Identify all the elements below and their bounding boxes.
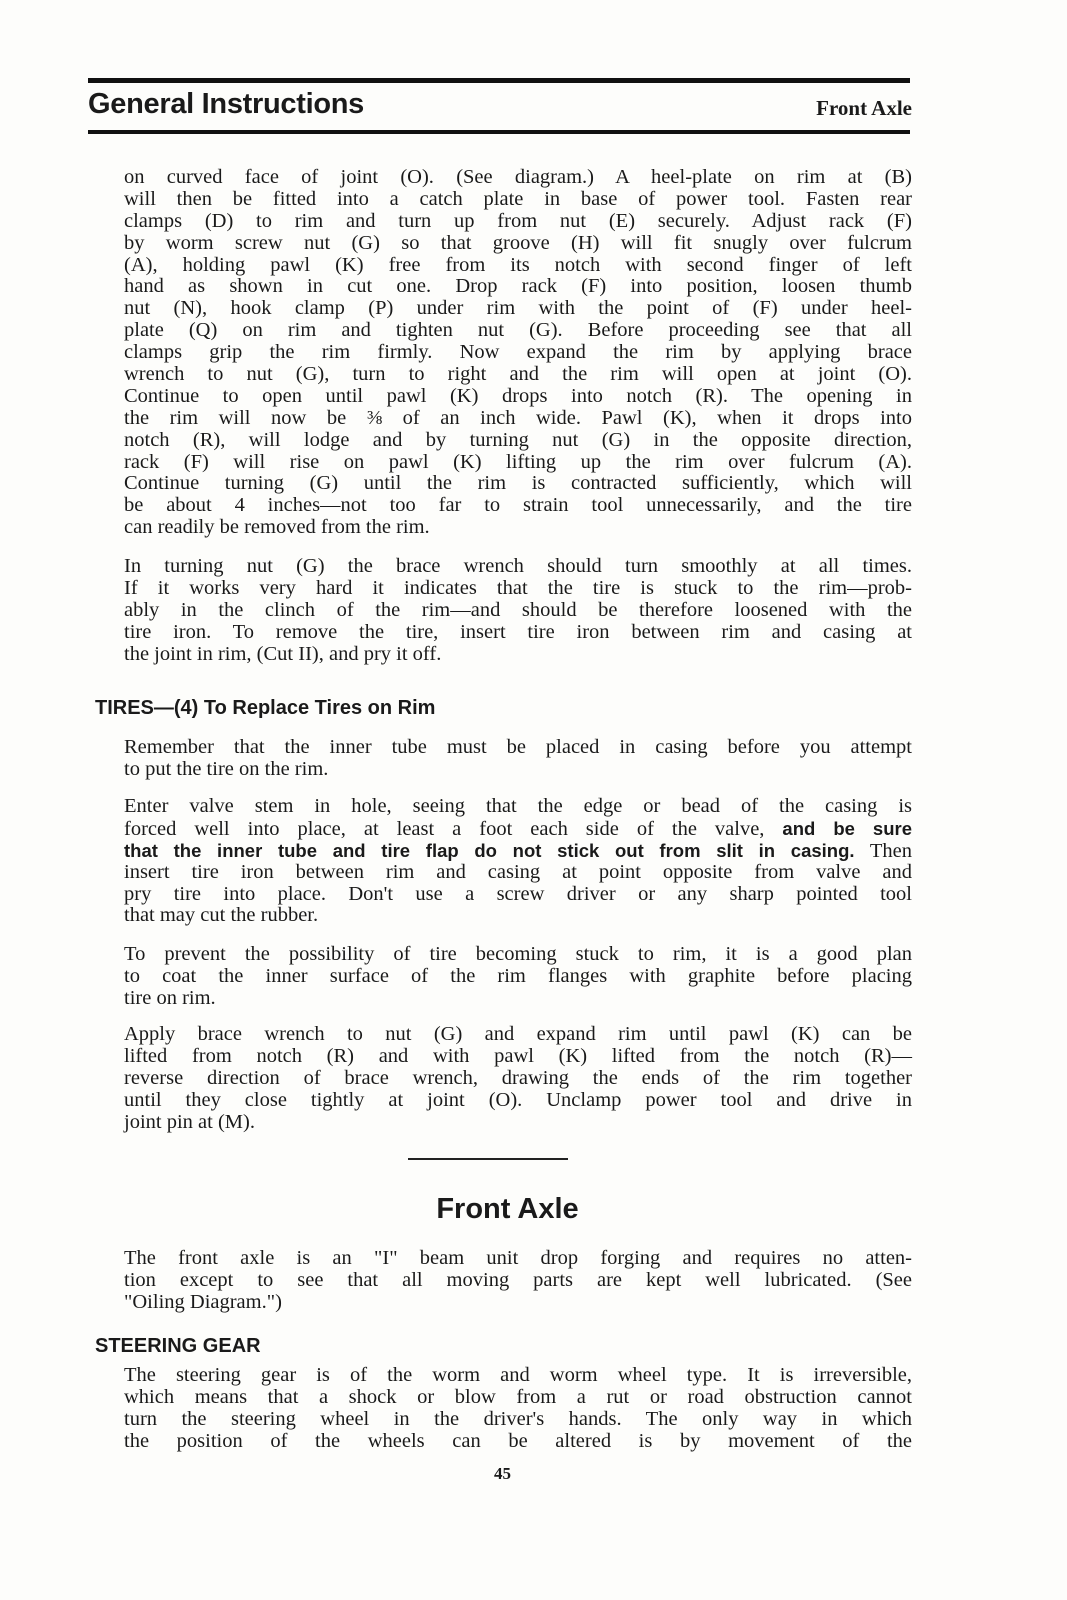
paragraph (124, 1365, 912, 1453)
text-line (124, 818, 912, 840)
page-title: General Instructions (88, 88, 365, 120)
paragraph (124, 556, 912, 665)
text-run: Then (854, 839, 912, 862)
section-heading-steering-gear: STEERING GEAR (95, 1335, 261, 1357)
text-line: (A), holding pawl (K) free from its notch with second finger of left (124, 253, 912, 276)
text-line: Continue turning (G) until the rim is contracted sufficiently, which will (124, 472, 912, 495)
text-line: Remember that the inner tube must be placed in casing before you attempt (124, 736, 912, 758)
page-number: 45 (494, 1464, 511, 1483)
section-title-front-axle: Front Axle (436, 1193, 579, 1225)
section-heading-tires: TIRES—(4) To Replace Tires on Rim (95, 697, 436, 719)
text-line: the position of the wheels can be altered is by movement of the (124, 1429, 912, 1452)
text-line: insert tire iron between rim and casing at point opposite from valve and (124, 860, 912, 883)
text-line: The front axle is an "I" beam unit drop forging and requires no atten- (124, 1247, 912, 1269)
text-line: tire on rim. (124, 986, 216, 1009)
paragraph (124, 1024, 912, 1133)
text-line: joint pin at (M). (124, 1110, 255, 1133)
text-line: clamps grip the rim firmly. Now expand the rim by applying brace (124, 341, 912, 364)
text-line: that may cut the rubber. (124, 904, 319, 927)
paragraph (124, 737, 912, 781)
text-line: by worm screw nut (G) so that groove (H) will fit snugly over fulcrum (124, 231, 912, 254)
header-rule-top (88, 78, 910, 83)
text-line: Enter valve stem in hole, seeing that the edge or bead of the casing is (124, 795, 912, 817)
text-line: to coat the inner surface of the rim flanges with graphite before placing (124, 964, 912, 987)
text-line: ably in the clinch of the rim—and should be therefore loosened with the (124, 598, 912, 621)
bold-text: and be sure (782, 817, 912, 839)
running-head: Front Axle (816, 96, 912, 120)
text-line: To prevent the possibility of tire becoming stuck to rim, it is a good plan (124, 943, 912, 965)
text-line: pry tire into place. Don't use a screw driver or any sharp pointed tool (124, 882, 912, 905)
text-line: be about 4 inches—not too far to strain tool unnecessarily, and the tire (124, 494, 912, 517)
text-line: the rim will now be ⅜ of an inch wide. Pawl (K), when it drops into (124, 406, 912, 429)
bold-text: that the inner tube and tire flap do not stick out from slit in casing. (124, 839, 855, 861)
text-line: The steering gear is of the worm and worm wheel type. It is irreversible, (124, 1364, 912, 1386)
text-line: tion except to see that all moving parts are kept well lubricated. (See (124, 1268, 912, 1291)
paragraph (124, 944, 912, 1010)
text-line: Continue to open until pawl (K) drops into notch (R). The opening in (124, 384, 912, 407)
text-line: If it works very hard it indicates that the tire is stuck to the rim—prob- (124, 576, 912, 599)
text-line: rack (F) will rise on pawl (K) lifting up the rim over fulcrum (A). (124, 450, 912, 473)
text-line (124, 840, 912, 862)
text-line: notch (R), will lodge and by turning nut (G) in the opposite direction, (124, 428, 912, 451)
text-line: "Oiling Diagram.") (124, 1290, 282, 1313)
text-line: which means that a shock or blow from a rut or road obstruction cannot (124, 1385, 912, 1408)
paragraph (124, 1248, 912, 1314)
text-run: forced well into place, at least a foot each side of the valve, (124, 817, 783, 840)
text-line: hand as shown in cut one. Drop rack (F) into position, loosen thumb (124, 275, 912, 298)
text-line: turn the steering wheel in the driver's hands. The only way in which (124, 1407, 912, 1430)
text-line: will then be fitted into a catch plate in base of power tool. Fasten rear (124, 187, 912, 210)
text-line: reverse direction of brace wrench, drawing the ends of the rim together (124, 1066, 912, 1089)
text-line: plate (Q) on rim and tighten nut (G). Before proceeding see that all (124, 319, 912, 342)
header-rule-bottom (88, 130, 910, 134)
text-line: on curved face of joint (O). (See diagram.) A heel-plate on rim at (B) (124, 166, 912, 188)
text-line: nut (N), hook clamp (P) under rim with the point of (F) under heel- (124, 297, 912, 320)
text-line: Apply brace wrench to nut (G) and expand rim until pawl (K) can be (124, 1023, 912, 1045)
section-divider (408, 1158, 568, 1160)
text-line: can readily be removed from the rim. (124, 516, 430, 539)
text-line: In turning nut (G) the brace wrench should turn smoothly at all times. (124, 555, 912, 577)
paragraph (124, 167, 912, 539)
text-line: the joint in rim, (Cut II), and pry it off. (124, 642, 442, 665)
text-line: wrench to nut (G), turn to right and the rim will open at joint (O). (124, 363, 912, 386)
text-line: to put the tire on the rim. (124, 757, 329, 780)
paragraph (124, 796, 912, 927)
text-line: clamps (D) to rim and turn up from nut (E) securely. Adjust rack (F) (124, 209, 912, 232)
text-line: until they close tightly at joint (O). Unclamp power tool and drive in (124, 1088, 912, 1111)
text-line: tire iron. To remove the tire, insert tire iron between rim and casing at (124, 620, 912, 643)
text-line: lifted from notch (R) and with pawl (K) lifted from the notch (R)— (124, 1044, 912, 1067)
